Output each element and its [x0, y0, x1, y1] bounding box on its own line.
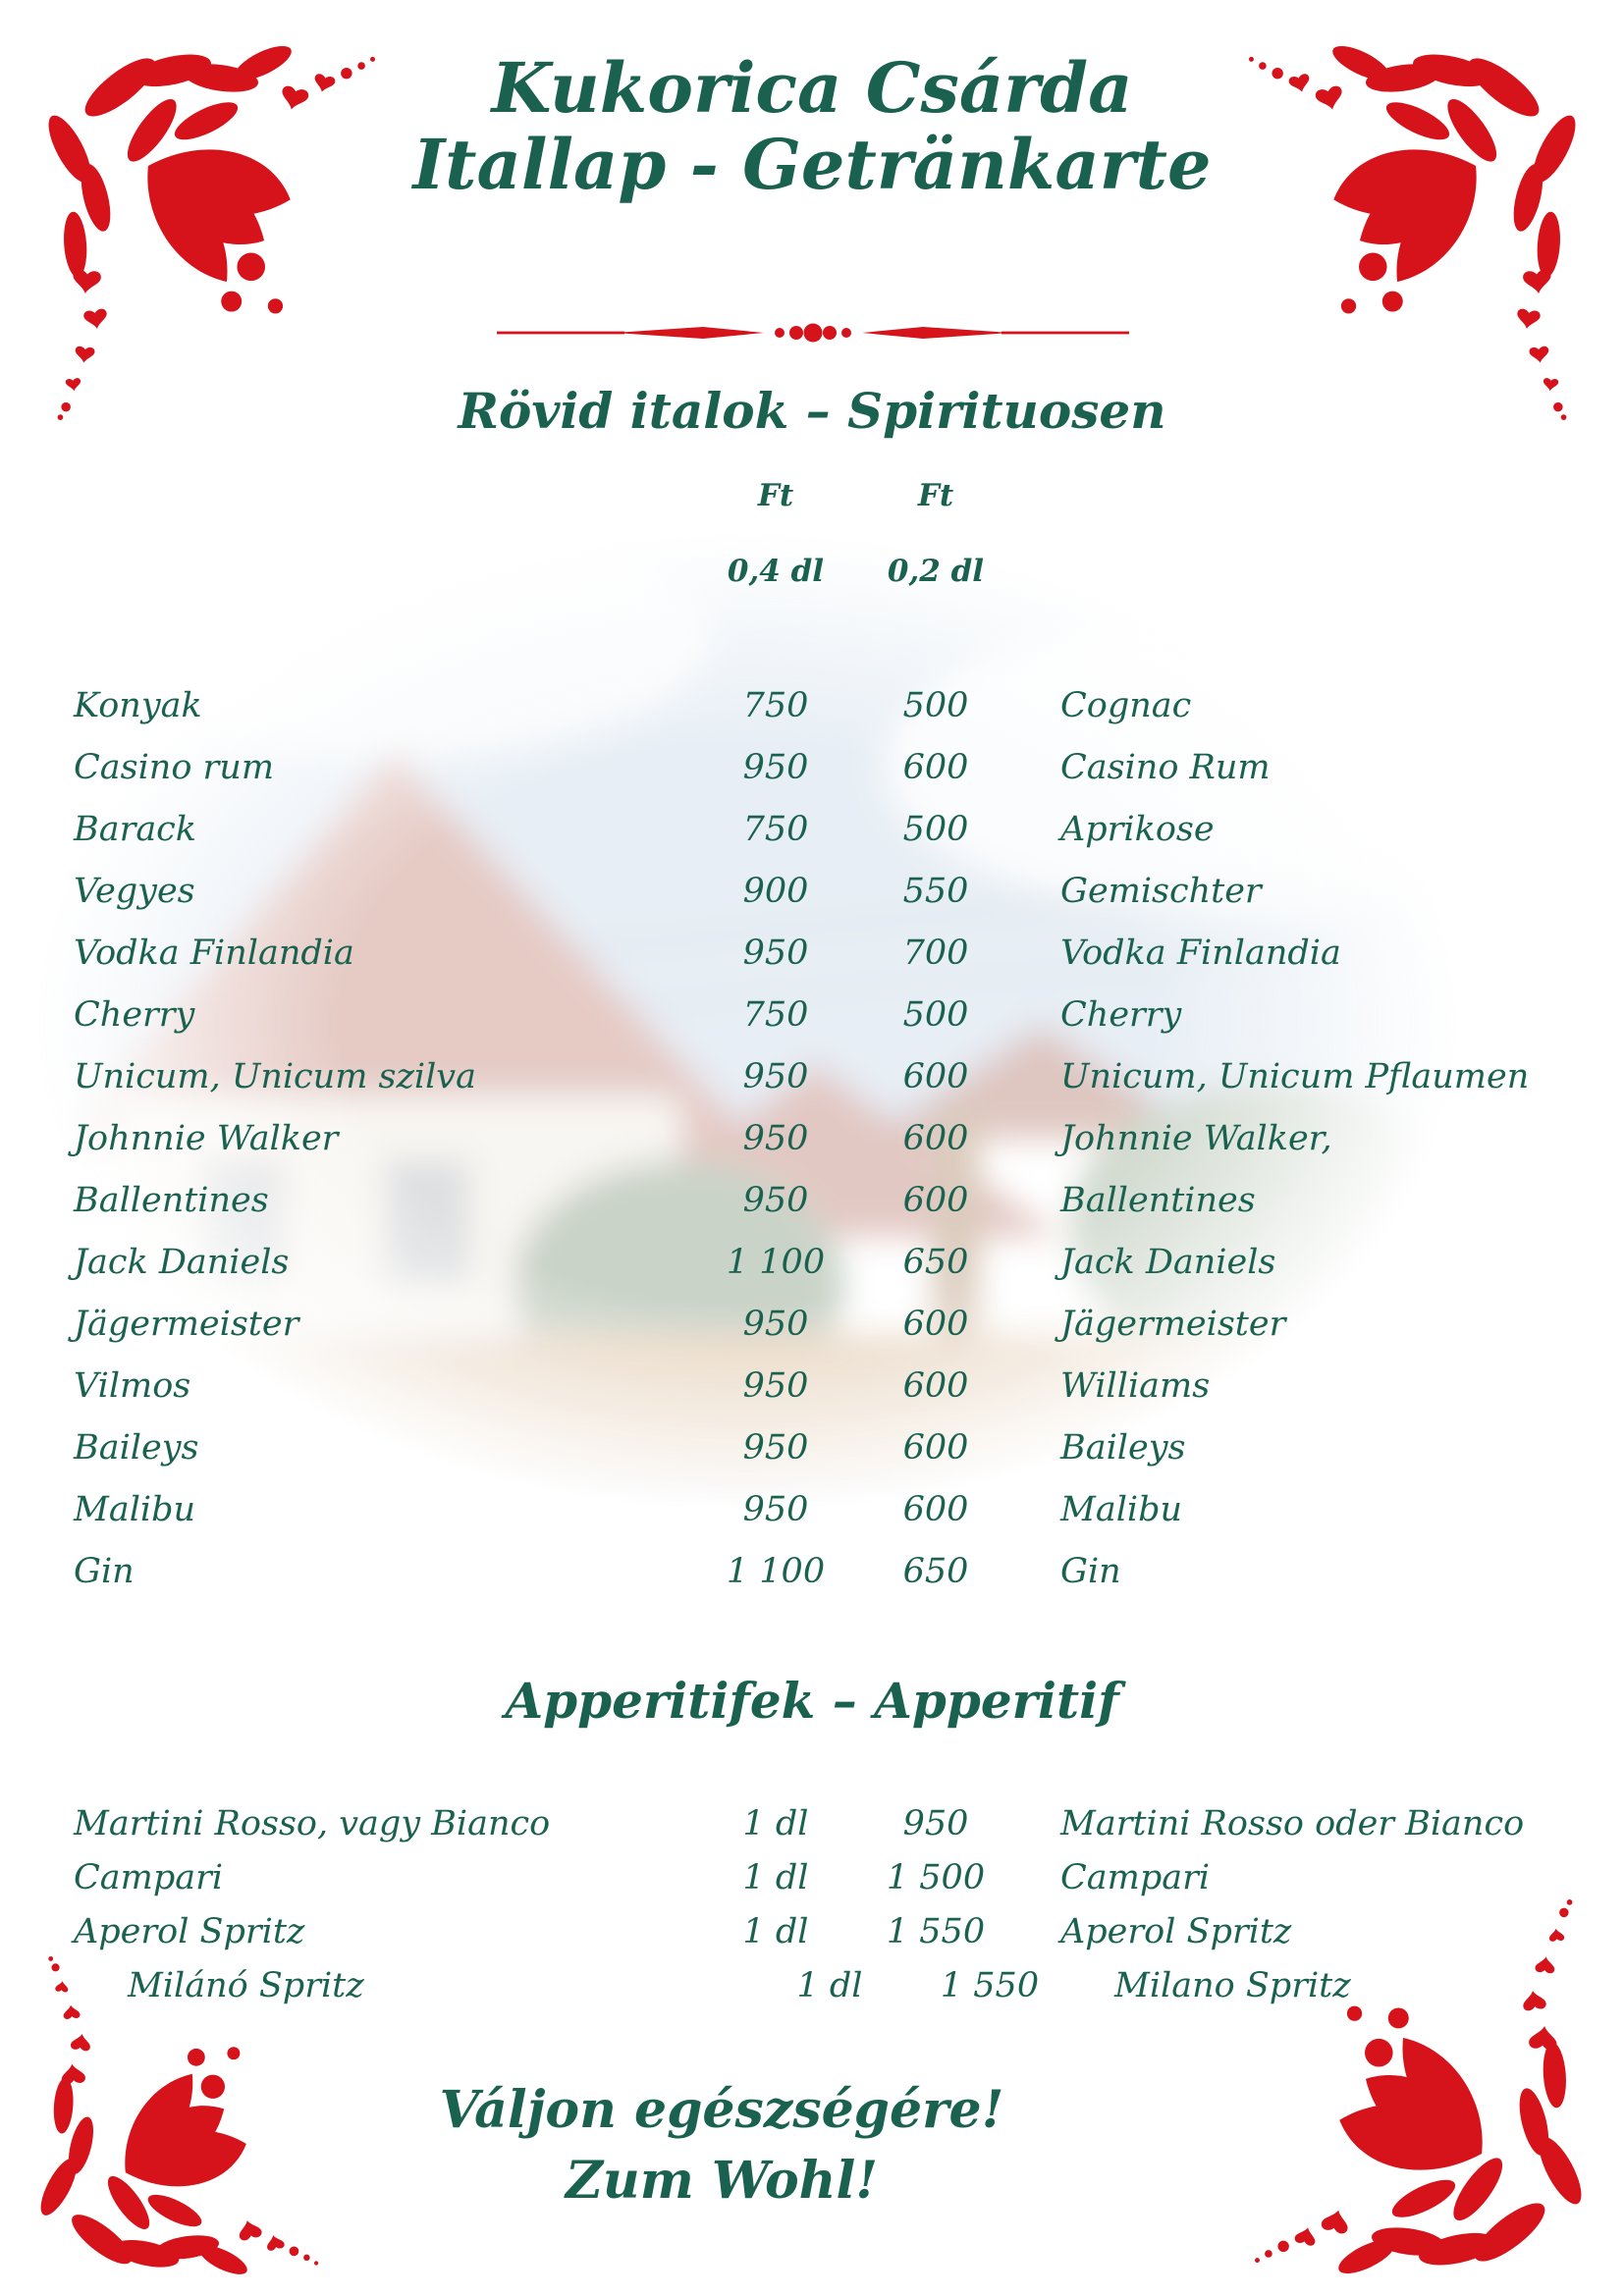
menu-row — [0, 1958, 1624, 2012]
item-name-de: Milano Spritz — [1114, 1965, 1351, 2005]
price-04dl: 950 — [742, 1427, 809, 1468]
price-04dl: 900 — [742, 871, 809, 911]
spirits-table — [0, 674, 1624, 1602]
item-name-de: Williams — [1060, 1365, 1211, 1406]
price-04dl: 950 — [742, 1489, 809, 1529]
menu-row — [0, 984, 1624, 1045]
price-04dl: 950 — [742, 1365, 809, 1406]
currency-header-04dl: Ft — [757, 478, 794, 513]
item-name-de: Casino Rum — [1060, 747, 1271, 787]
item-name-de: Aprikose — [1060, 809, 1215, 849]
currency-header-02dl: Ft — [917, 478, 954, 513]
item-name-hu: Konyak — [74, 685, 202, 725]
serving-size: 1 dl — [742, 1803, 809, 1843]
footer-toast-hu: Váljon egészségére! — [439, 2080, 1004, 2140]
item-name-hu: Jack Daniels — [74, 1242, 290, 1282]
item-name-de: Ballentines — [1060, 1180, 1256, 1220]
price-02dl: 650 — [902, 1242, 969, 1282]
menu-row — [0, 674, 1624, 736]
menu-row — [0, 1850, 1624, 1904]
price: 1 550 — [940, 1965, 1040, 2005]
item-name-hu: Milánó Spritz — [128, 1965, 364, 2005]
price-02dl: 600 — [902, 1489, 969, 1529]
item-name-hu: Aperol Spritz — [74, 1911, 305, 1951]
price-02dl: 600 — [902, 1365, 969, 1406]
menu-row — [0, 860, 1624, 922]
menu-row — [0, 1355, 1624, 1416]
item-name-hu: Malibu — [74, 1489, 196, 1529]
item-name-hu: Casino rum — [74, 747, 275, 787]
price-02dl: 600 — [902, 1304, 969, 1344]
item-name-de: Jägermeister — [1060, 1304, 1286, 1344]
price-04dl: 950 — [742, 1056, 809, 1096]
price-02dl: 700 — [902, 933, 969, 973]
item-name-hu: Unicum, Unicum szilva — [74, 1056, 476, 1096]
price-04dl: 950 — [742, 1304, 809, 1344]
menu-row — [0, 1045, 1624, 1107]
menu-row — [0, 922, 1624, 984]
item-name-hu: Vodka Finlandia — [74, 933, 354, 973]
aperitif-section-heading: Apperitifek – Apperitif — [505, 1672, 1119, 1730]
item-name-hu: Vilmos — [74, 1365, 191, 1406]
price-04dl: 750 — [742, 809, 809, 849]
price-04dl: 950 — [742, 933, 809, 973]
menu-row — [0, 1796, 1624, 1850]
item-name-hu: Baileys — [74, 1427, 199, 1468]
menu-row — [0, 1904, 1624, 1958]
menu-row — [0, 1540, 1624, 1602]
menu-row — [0, 1416, 1624, 1478]
price-04dl: 950 — [742, 747, 809, 787]
page-subtitle: Itallap - Getränkarte — [412, 124, 1212, 205]
price-02dl: 500 — [902, 994, 969, 1035]
aperitif-table — [0, 1796, 1624, 2012]
price-02dl: 500 — [902, 809, 969, 849]
item-name-hu: Jägermeister — [74, 1304, 299, 1344]
menu-row — [0, 1169, 1624, 1231]
item-name-hu: Martini Rosso, vagy Bianco — [74, 1803, 551, 1843]
size-header-04dl: 0,4 dl — [727, 554, 825, 589]
price-04dl: 750 — [742, 685, 809, 725]
item-name-de: Campari — [1060, 1857, 1211, 1897]
menu-row — [0, 736, 1624, 798]
price-02dl: 500 — [902, 685, 969, 725]
footer-toast-de: Zum Wohl! — [565, 2151, 879, 2211]
price-02dl: 600 — [902, 1427, 969, 1468]
page-title: Kukorica Csárda — [491, 47, 1133, 129]
menu-row — [0, 1478, 1624, 1540]
item-name-hu: Barack — [74, 809, 196, 849]
item-name-hu: Cherry — [74, 994, 195, 1035]
price: 1 500 — [886, 1857, 986, 1897]
item-name-de: Martini Rosso oder Bianco — [1060, 1803, 1525, 1843]
size-header-02dl: 0,2 dl — [887, 554, 985, 589]
menu-row — [0, 1293, 1624, 1355]
price-04dl: 950 — [742, 1180, 809, 1220]
item-name-de: Aperol Spritz — [1060, 1911, 1292, 1951]
price-02dl: 600 — [902, 747, 969, 787]
ornamental-divider — [497, 318, 1129, 347]
serving-size: 1 dl — [742, 1911, 809, 1951]
item-name-hu: Campari — [74, 1857, 224, 1897]
price-02dl: 550 — [902, 871, 969, 911]
price-02dl: 600 — [902, 1056, 969, 1096]
serving-size: 1 dl — [742, 1857, 809, 1897]
item-name-hu: Gin — [74, 1551, 135, 1591]
item-name-de: Unicum, Unicum Pflaumen — [1060, 1056, 1530, 1096]
price-04dl: 750 — [742, 994, 809, 1035]
serving-size: 1 dl — [796, 1965, 863, 2005]
item-name-de: Gin — [1060, 1551, 1121, 1591]
item-name-hu: Ballentines — [74, 1180, 269, 1220]
item-name-hu: Johnnie Walker — [74, 1118, 339, 1158]
item-name-de: Malibu — [1060, 1489, 1183, 1529]
price: 950 — [902, 1803, 969, 1843]
menu-row — [0, 1231, 1624, 1293]
spirits-section-heading: Rövid italok – Spirituosen — [458, 382, 1166, 440]
price-04dl: 950 — [742, 1118, 809, 1158]
price-04dl: 1 100 — [726, 1551, 826, 1591]
item-name-de: Baileys — [1060, 1427, 1186, 1468]
item-name-de: Jack Daniels — [1060, 1242, 1276, 1282]
item-name-hu: Vegyes — [74, 871, 195, 911]
item-name-de: Cognac — [1060, 685, 1192, 725]
item-name-de: Vodka Finlandia — [1060, 933, 1341, 973]
price-02dl: 650 — [902, 1551, 969, 1591]
price-02dl: 600 — [902, 1180, 969, 1220]
price-02dl: 600 — [902, 1118, 969, 1158]
item-name-de: Cherry — [1060, 994, 1182, 1035]
price-04dl: 1 100 — [726, 1242, 826, 1282]
item-name-de: Gemischter — [1060, 871, 1262, 911]
price: 1 550 — [886, 1911, 986, 1951]
menu-row — [0, 1107, 1624, 1169]
menu-row — [0, 798, 1624, 860]
item-name-de: Johnnie Walker, — [1060, 1118, 1332, 1158]
